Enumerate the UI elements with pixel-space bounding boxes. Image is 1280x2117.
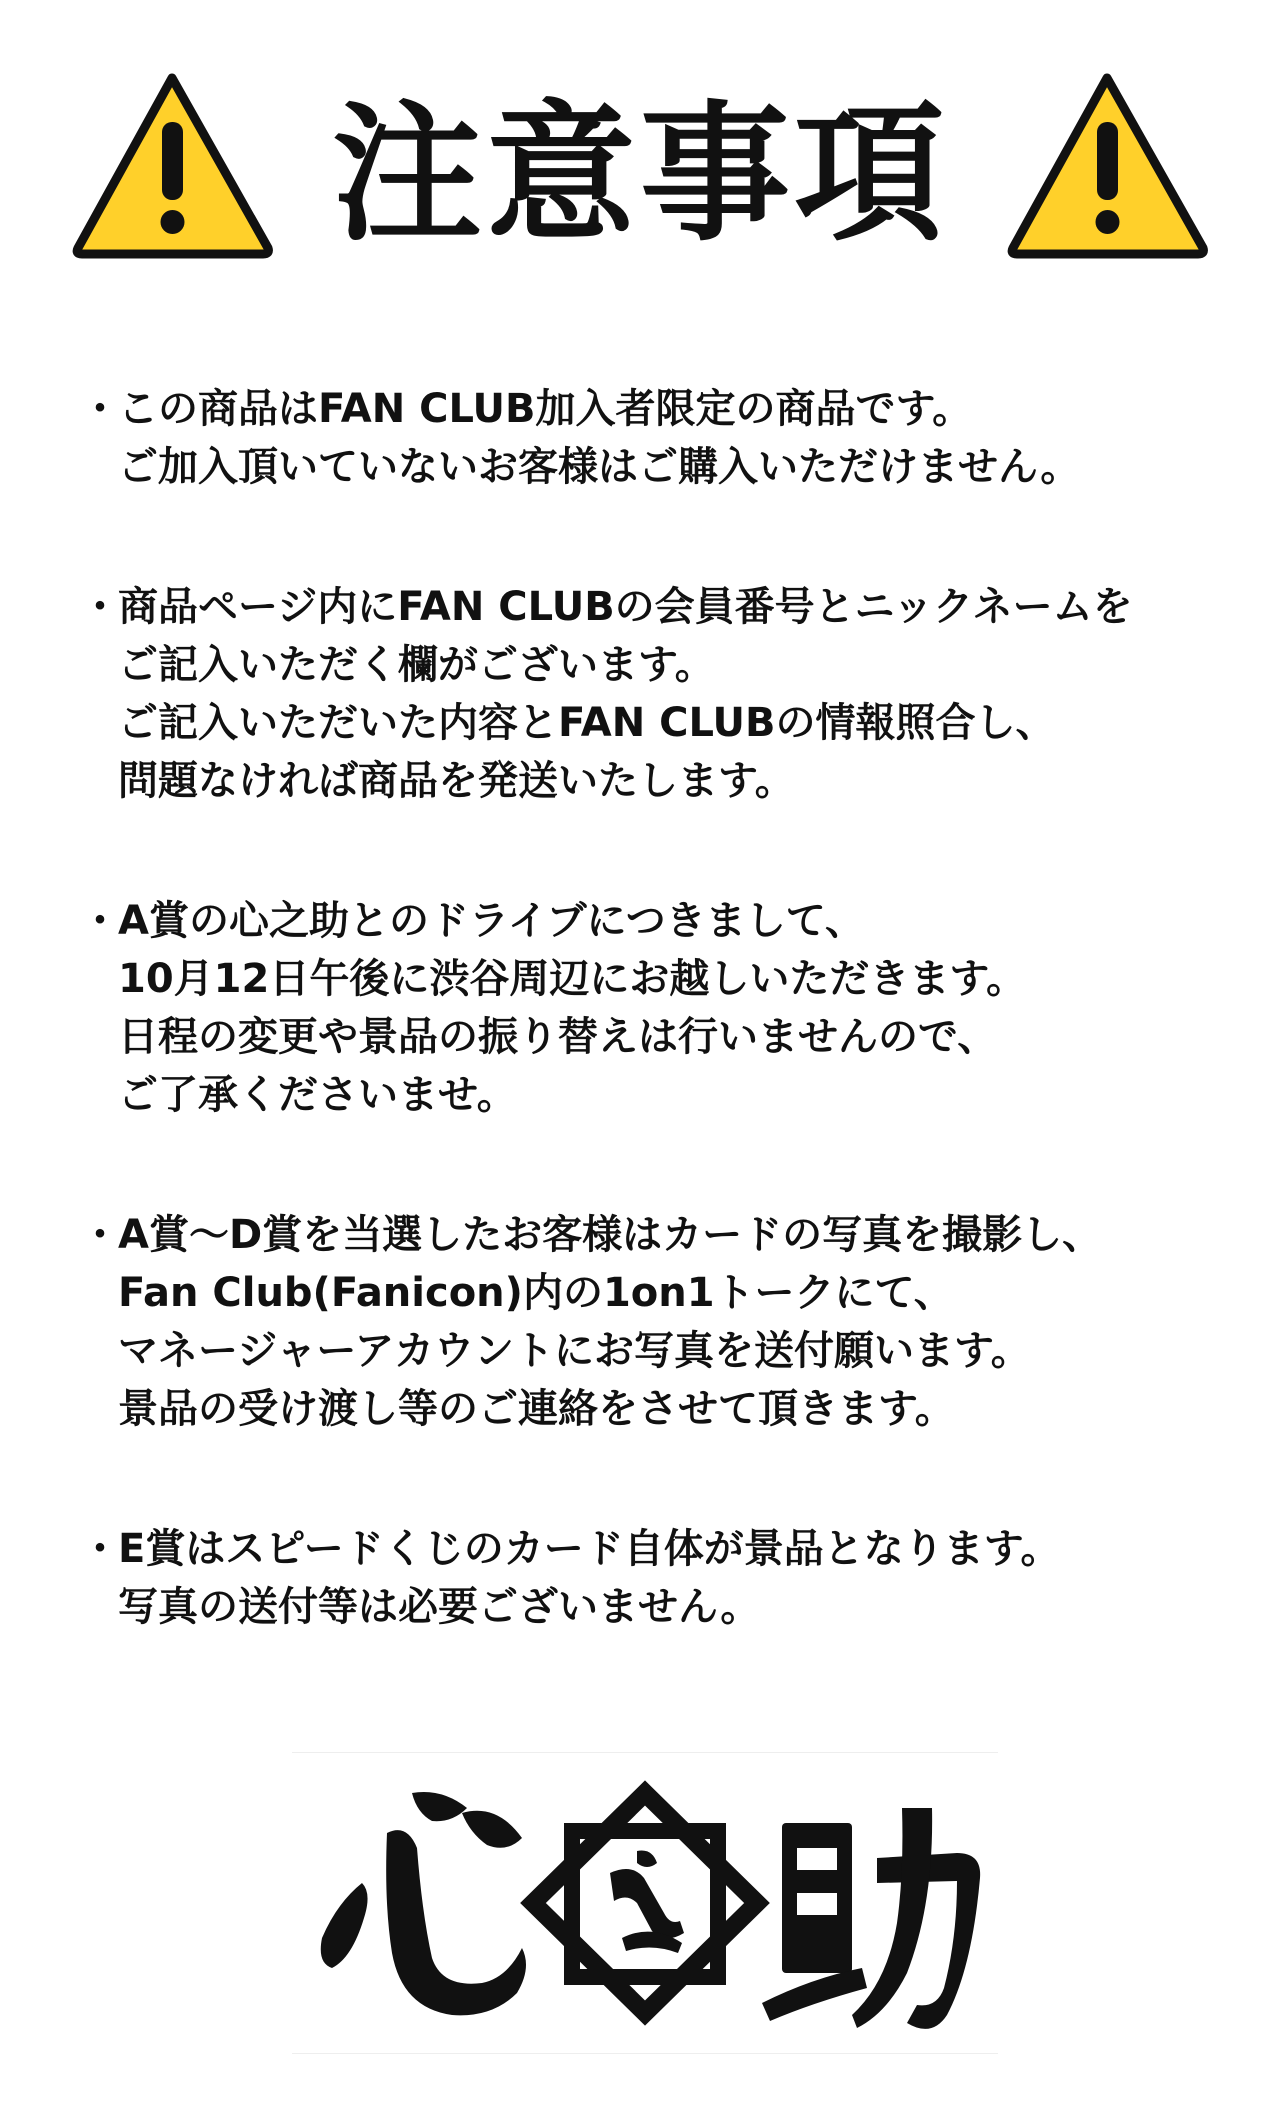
brand-logo-icon: [292, 1753, 998, 2053]
note-line: 商品ページ内にFAN CLUBの会員番号とニックネームを: [118, 584, 1133, 630]
note-line: A賞の心之助とのドライブにつきまして、: [118, 898, 865, 944]
bullet: ・: [80, 584, 120, 630]
note-line: ご記入いただく欄がございます。: [118, 642, 715, 688]
note-line: 景品の受け渡し等のご連絡をさせて頂きます。: [118, 1386, 955, 1432]
note-line: 問題なければ商品を発送いたします。: [118, 758, 795, 804]
note-line: 10月12日午後に渋谷周辺にお越しいただきます。: [118, 956, 1027, 1002]
note-item: [80, 892, 1220, 1124]
note-line: 写真の送付等は必要ございません。: [118, 1584, 761, 1630]
notes-list: [80, 380, 1220, 1718]
page-title: 注意事項: [331, 88, 948, 262]
note-line: A賞〜D賞を当選したお客様はカードの写真を撮影し、: [118, 1212, 1103, 1258]
note-line: 日程の変更や景品の振り替えは行いませんので、: [118, 1014, 998, 1060]
note-item: [80, 1520, 1220, 1636]
note-item: [80, 1206, 1220, 1438]
note-line: Fan Club(Fanicon)内の1on1トークにて、: [118, 1270, 954, 1316]
note-line: ご加入頂いていないお客様はご購入いただけません。: [118, 444, 1081, 490]
brand-logo: [292, 1752, 998, 2054]
note-item: [80, 380, 1220, 496]
note-line: マネージャーアカウントにお写真を送付願います。: [118, 1328, 1031, 1374]
bullet: ・: [80, 1526, 120, 1572]
warning-icon: [70, 70, 275, 260]
note-line: この商品はFAN CLUB加入者限定の商品です。: [118, 386, 973, 432]
bullet: ・: [80, 386, 120, 432]
bullet: ・: [80, 898, 120, 944]
warning-icon: [1005, 70, 1210, 260]
note-line: ご記入いただいた内容とFAN CLUBの情報照合し、: [118, 700, 1056, 746]
note-item: [80, 578, 1220, 810]
note-line: E賞はスピードくじのカード自体が景品となります。: [118, 1526, 1061, 1572]
bullet: ・: [80, 1212, 120, 1258]
header: [0, 60, 1280, 280]
note-line: ご了承くださいませ。: [118, 1072, 517, 1118]
